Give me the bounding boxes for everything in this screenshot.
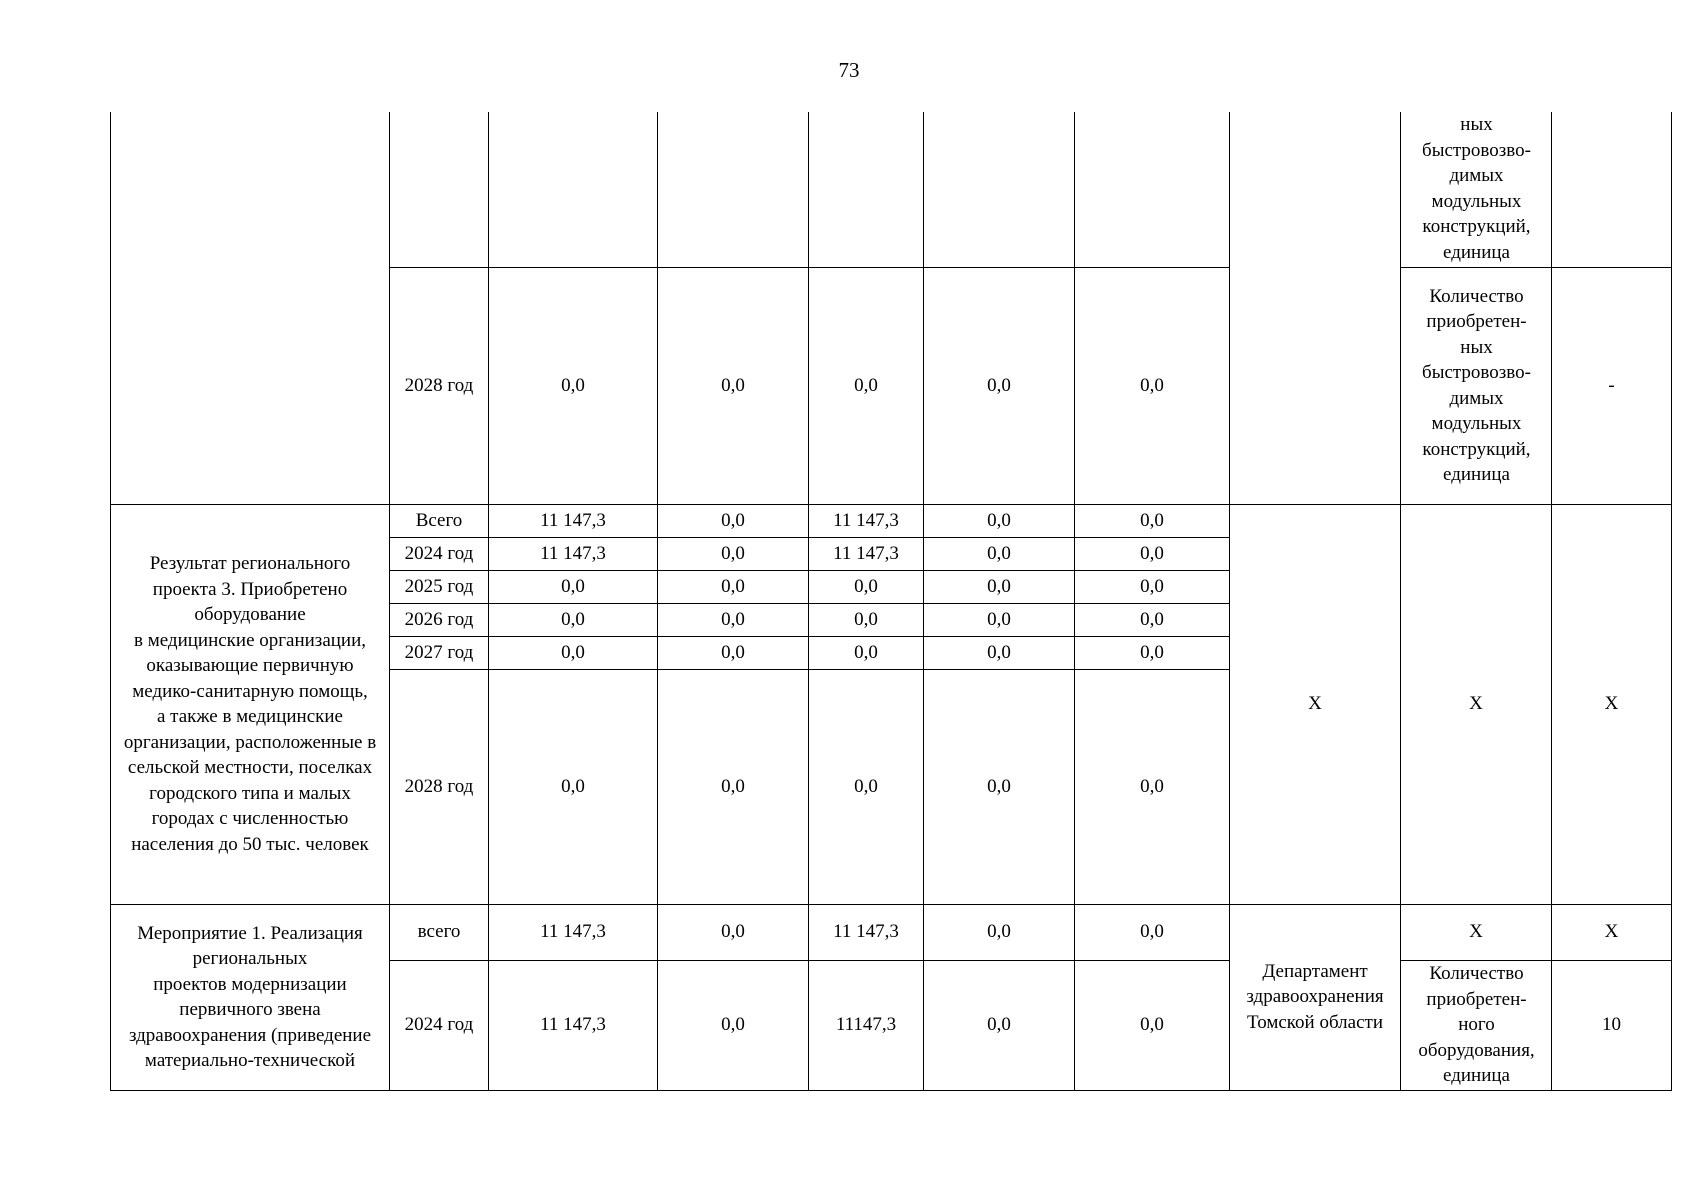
empty-cell (1075, 112, 1230, 267)
value-cell: 0,0 (489, 570, 658, 603)
indicator-continuation: ных быстровозво- димых модульных конструкций, единица (1401, 112, 1552, 267)
empty-cell (658, 112, 809, 267)
value-cell: 0,0 (924, 267, 1075, 504)
value-cell: 11 147,3 (809, 537, 924, 570)
indicator-value-cell: X (1552, 504, 1672, 904)
value-cell: 0,0 (658, 603, 809, 636)
value-cell: 0,0 (1075, 603, 1230, 636)
value-cell: 0,0 (658, 669, 809, 904)
value-cell: 11 147,3 (489, 504, 658, 537)
empty-name-cell (111, 112, 390, 504)
empty-cell (489, 112, 658, 267)
executor-cell: X (1230, 504, 1401, 904)
value-cell: 0,0 (1075, 267, 1230, 504)
period-cell: 2027 год (390, 636, 489, 669)
value-cell: 0,0 (489, 267, 658, 504)
value-cell: 0,0 (1075, 504, 1230, 537)
period-cell: 2026 год (390, 603, 489, 636)
empty-cell (1552, 112, 1672, 267)
value-cell: 11 147,3 (809, 504, 924, 537)
value-cell: 0,0 (489, 603, 658, 636)
indicator-cell: Количество приобретен- ного оборудования, единица (1401, 960, 1552, 1090)
empty-executor-cell (1230, 112, 1401, 504)
indicator-value-cell: 10 (1552, 960, 1672, 1090)
value-cell: 0,0 (924, 960, 1075, 1090)
period-cell: Всего (390, 504, 489, 537)
indicator-cell: X (1401, 904, 1552, 960)
period-cell: всего (390, 904, 489, 960)
period-cell: 2024 год (390, 537, 489, 570)
table-row (111, 904, 1672, 960)
value-cell: 0,0 (809, 669, 924, 904)
result3-title-cell: Результат регионального проекта 3. Приобретено оборудование в медицинские организации, оказывающие первичную медико-санитарную помощь, а также в медицинские организации, расположенные в сельской местности, поселках городского типа и малых городах с численностью населения до 50 тыс. человек (111, 504, 390, 904)
value-cell: 0,0 (1075, 904, 1230, 960)
page-number: 73 (838, 58, 860, 82)
empty-cell (809, 112, 924, 267)
value-cell: 0,0 (809, 636, 924, 669)
value-cell: 0,0 (924, 904, 1075, 960)
value-cell: 0,0 (489, 636, 658, 669)
period-cell: 2028 год (390, 267, 489, 504)
value-cell: 0,0 (924, 537, 1075, 570)
value-cell: 0,0 (809, 570, 924, 603)
value-cell: 0,0 (924, 636, 1075, 669)
value-cell: 11 147,3 (489, 960, 658, 1090)
value-cell: 0,0 (489, 669, 658, 904)
value-cell: 0,0 (924, 504, 1075, 537)
value-cell: 0,0 (809, 603, 924, 636)
value-cell: 0,0 (1075, 960, 1230, 1090)
table-row (111, 112, 1672, 267)
value-cell: 0,0 (658, 636, 809, 669)
value-cell: 0,0 (924, 570, 1075, 603)
value-cell: 0,0 (658, 960, 809, 1090)
value-cell: 0,0 (924, 603, 1075, 636)
value-cell: 11 147,3 (489, 537, 658, 570)
indicator-cell: X (1401, 504, 1552, 904)
value-cell: 11 147,3 (489, 904, 658, 960)
indicator-value-cell: - (1552, 267, 1672, 504)
executor-cell: Департамент здравоохранения Томской области (1230, 904, 1401, 1090)
period-cell: 2025 год (390, 570, 489, 603)
value-cell: 0,0 (658, 904, 809, 960)
value-cell: 11 147,3 (809, 904, 924, 960)
period-cell: 2028 год (390, 669, 489, 904)
value-cell: 0,0 (1075, 537, 1230, 570)
empty-cell (924, 112, 1075, 267)
value-cell: 0,0 (658, 537, 809, 570)
value-cell: 0,0 (1075, 570, 1230, 603)
indicator-cell: Количество приобретен- ных быстровозво- димых модульных конструкций, единица (1401, 267, 1552, 504)
empty-cell (390, 112, 489, 267)
period-cell: 2024 год (390, 960, 489, 1090)
value-cell: 11147,3 (809, 960, 924, 1090)
budget-table (110, 112, 1672, 1091)
value-cell: 0,0 (1075, 636, 1230, 669)
event1-title-cell: Мероприятие 1. Реализация региональных проектов модернизации первичного звена здравоохранения (приведение материально-технической (111, 904, 390, 1090)
value-cell: 0,0 (924, 669, 1075, 904)
value-cell: 0,0 (658, 570, 809, 603)
value-cell: 0,0 (658, 267, 809, 504)
value-cell: 0,0 (809, 267, 924, 504)
value-cell: 0,0 (1075, 669, 1230, 904)
indicator-value-cell: X (1552, 904, 1672, 960)
table-row (111, 504, 1672, 537)
value-cell: 0,0 (658, 504, 809, 537)
